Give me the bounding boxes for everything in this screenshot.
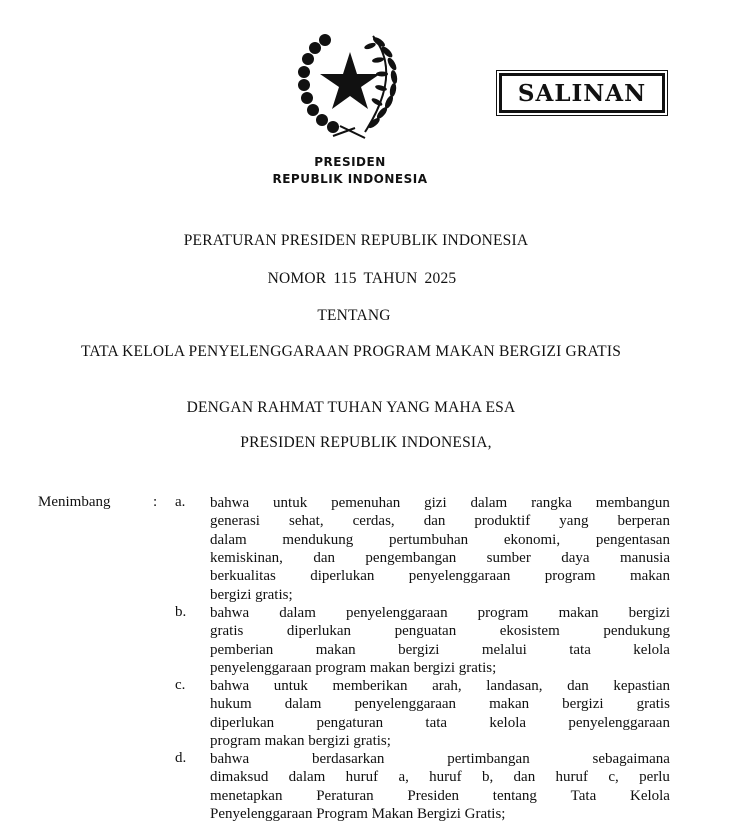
presidential-seal-icon — [295, 28, 405, 140]
consideration-item — [175, 677, 670, 750]
item-line: penyelenggaraan program makan bergizi gratis; — [210, 660, 497, 677]
menimbang-colon: : — [153, 494, 158, 510]
item-line: hukum dalam penyelenggaraan makan bergizi gratis — [210, 696, 670, 713]
item-line: bergizi gratis; — [210, 586, 293, 603]
item-line: bahwa untuk pemenuhan gizi dalam rangka membangun — [210, 495, 670, 511]
menimbang-label: Menimbang — [38, 494, 111, 510]
item-line: bahwa untuk memberikan arah, landasan, dan kepastian — [210, 678, 670, 694]
item-line: gratis diperlukan penguatan ekosistem pendukung — [210, 623, 670, 640]
header-republic: REPUBLIK INDONESIA — [272, 172, 428, 186]
item-line: program makan bergizi gratis; — [210, 733, 391, 750]
item-line: dalam mendukung pertumbuhan ekonomi, pengentasan — [210, 531, 670, 548]
consideration-item — [175, 494, 670, 604]
salinan-stamp: SALINAN — [499, 73, 665, 113]
item-line: pemberian makan bergizi melalui tata kelola — [210, 641, 670, 658]
item-line: berkualitas diperlukan penyelenggaraan program makan — [210, 568, 670, 585]
consideration-item — [175, 604, 670, 677]
item-line: dimaksud dalam huruf a, huruf b, dan huruf c, perlu — [210, 769, 670, 786]
regulation-number: NOMOR 115 TAHUN 2025 — [267, 270, 457, 287]
item-line: diperlukan pengaturan tata kelola penyelenggaraan — [210, 714, 670, 731]
regulation-subject: TATA KELOLA PENYELENGGARAAN PROGRAM MAKAN BERGIZI GRATIS — [80, 343, 622, 360]
item-line: Penyelenggaraan Program Makan Bergizi Gratis; — [210, 806, 506, 823]
consideration-item — [175, 750, 670, 823]
item-marker: a. — [175, 494, 186, 510]
regulation-about: TENTANG — [317, 307, 391, 324]
item-line: bahwa berdasarkan pertimbangan sebagaimana — [210, 751, 670, 767]
president-heading: PRESIDEN REPUBLIK INDONESIA, — [240, 434, 492, 451]
item-line: menetapkan Peraturan Presiden tentang Tata Kelola — [210, 787, 670, 804]
item-line: bahwa dalam penyelenggaraan program makan bergizi — [210, 605, 670, 621]
item-line: generasi sehat, cerdas, dan produktif yang berperan — [210, 513, 670, 530]
item-line: kemiskinan, dan pengembangan sumber daya manusia — [210, 550, 670, 567]
item-marker: c. — [175, 677, 186, 693]
invocation: DENGAN RAHMAT TUHAN YANG MAHA ESA — [186, 399, 516, 416]
item-marker: b. — [175, 604, 187, 620]
item-marker: d. — [175, 750, 187, 766]
header-president: PRESIDEN — [314, 155, 386, 169]
regulation-title: PERATURAN PRESIDEN REPUBLIK INDONESIA — [183, 232, 529, 249]
